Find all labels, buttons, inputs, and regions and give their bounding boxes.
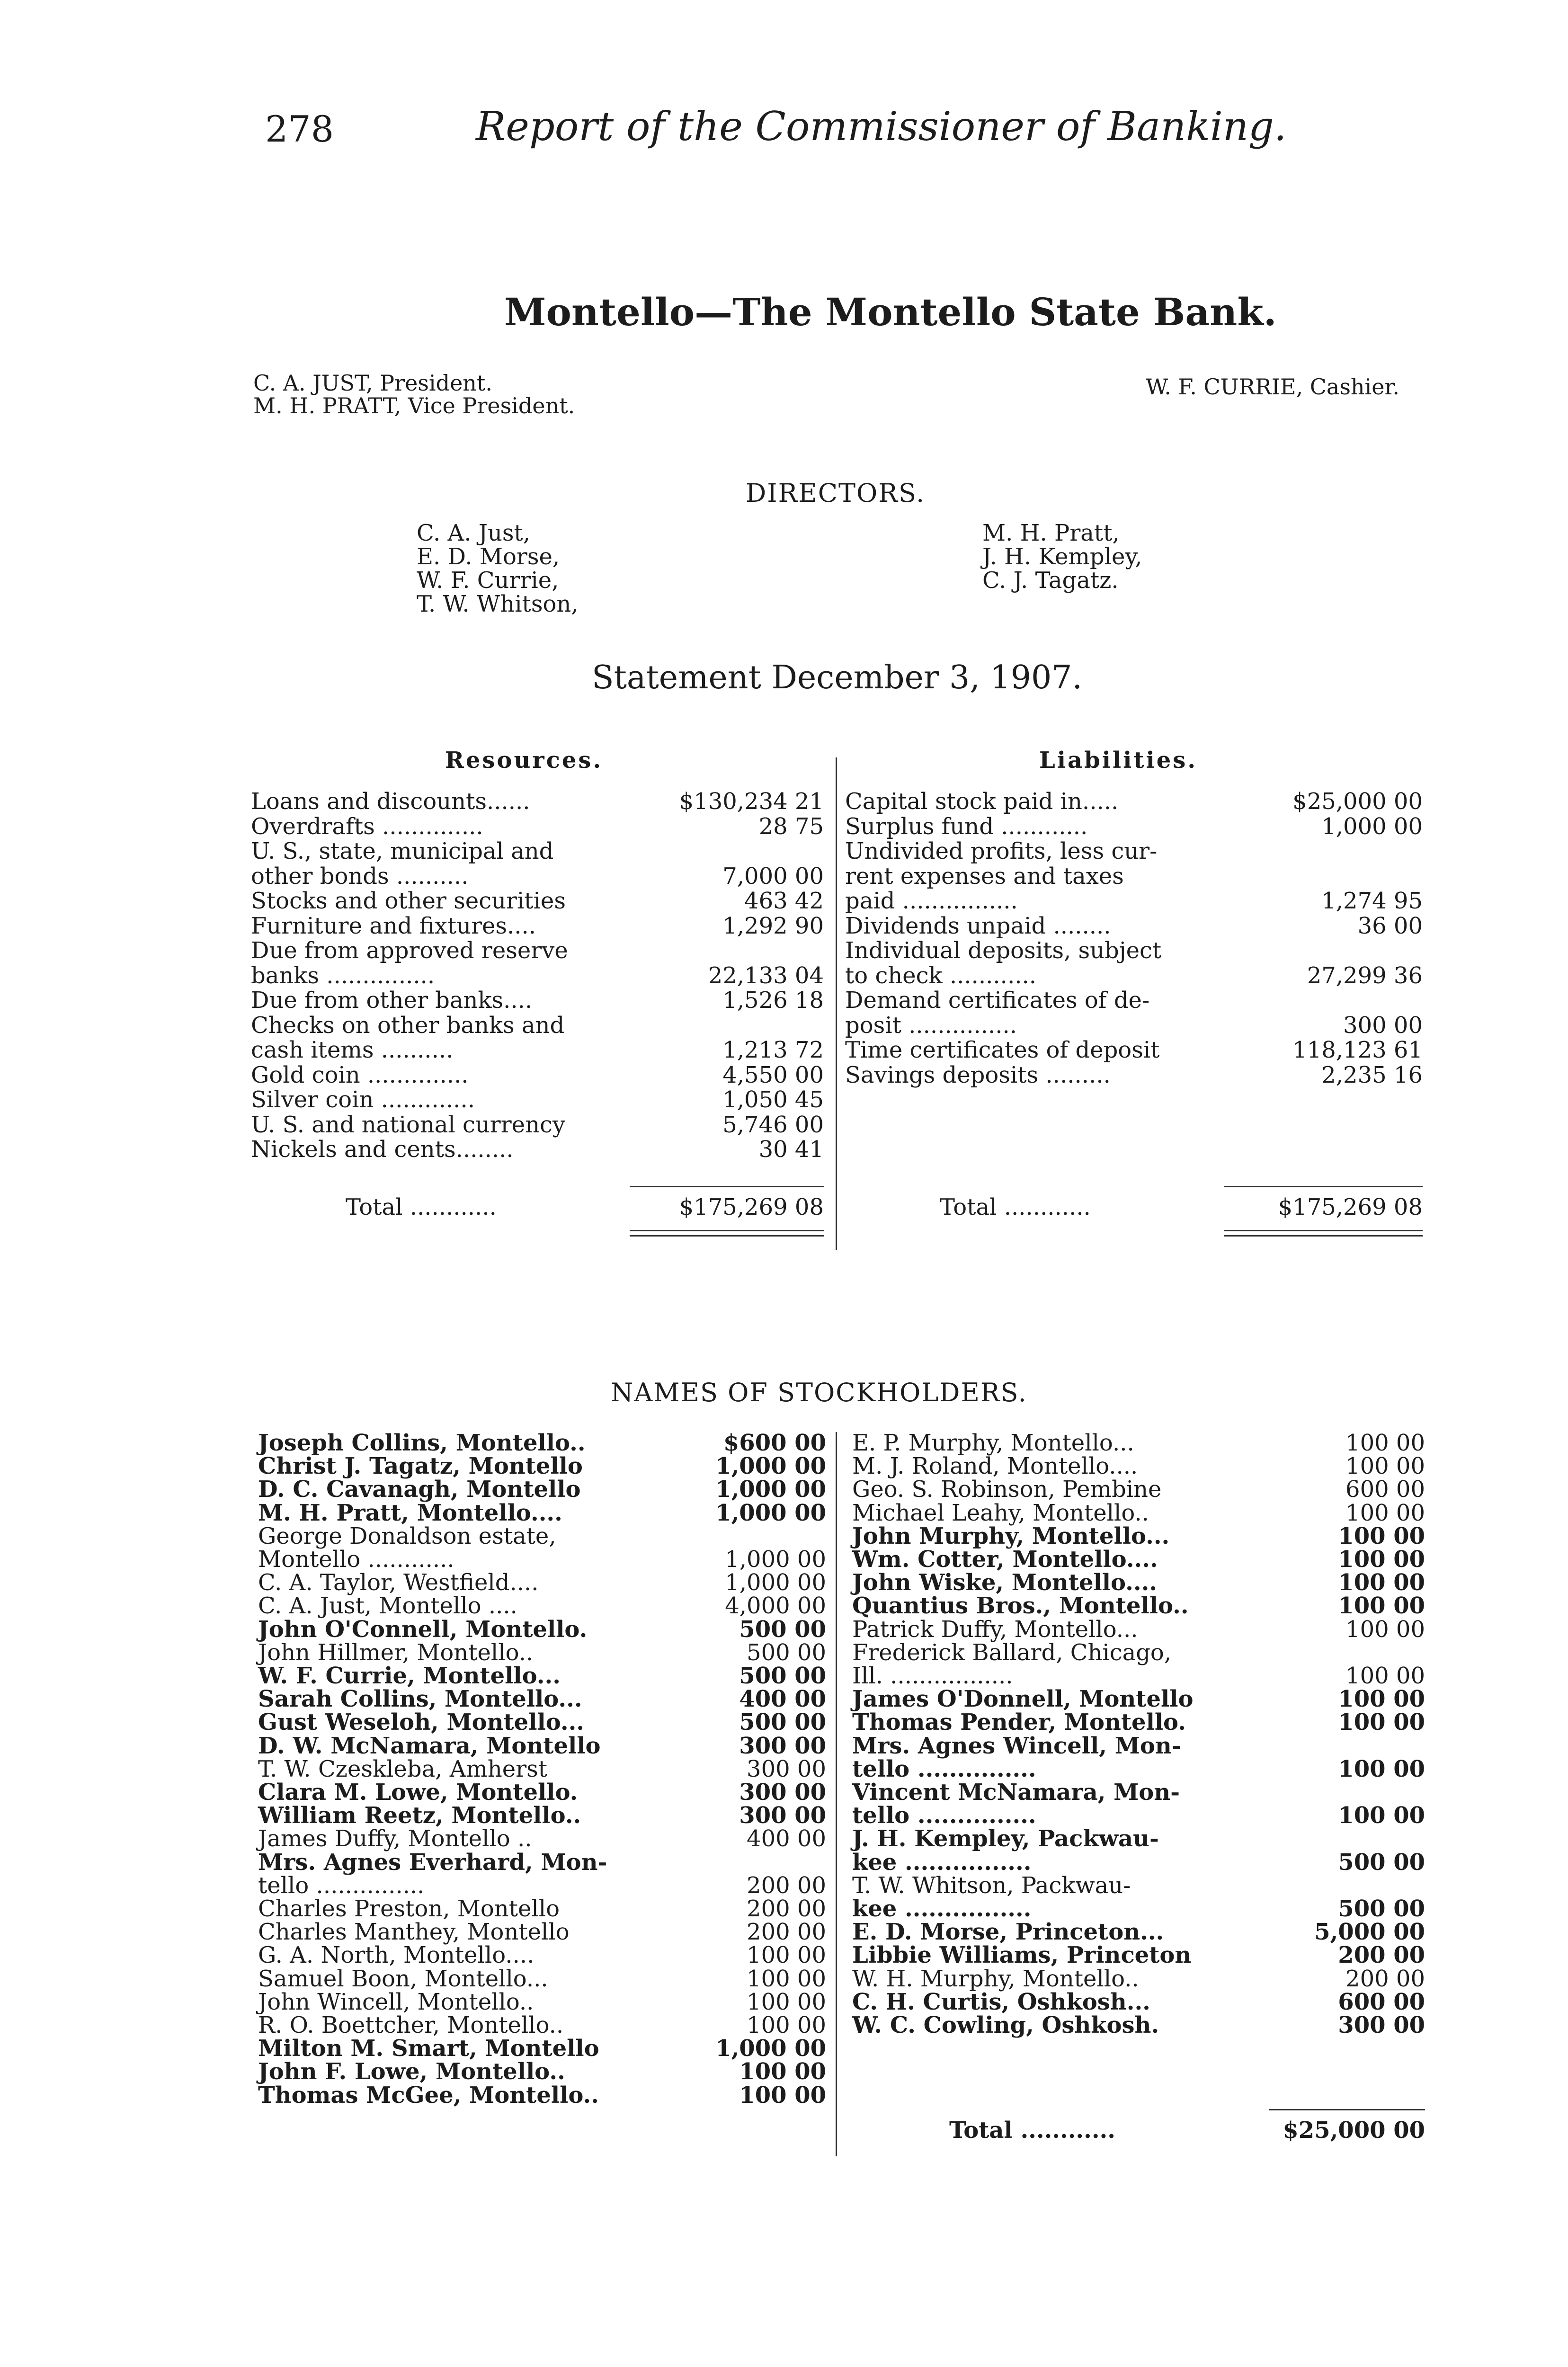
row-label: Charles Manthey, Montello	[258, 1919, 570, 1946]
table-row	[251, 813, 824, 838]
row-amount: 1,213 72	[722, 1037, 824, 1063]
table-row	[852, 1453, 1425, 1480]
table-row	[258, 1523, 826, 1548]
total-amount: $25,000 00	[1283, 2117, 1425, 2144]
row-label: Frederick Ballard, Chicago,	[852, 1639, 1172, 1666]
row-amount: 1,000 00	[1321, 813, 1423, 840]
table-row	[852, 1523, 1425, 1548]
table-row	[845, 888, 1423, 912]
row-label: Joseph Collins, Montello..	[258, 1430, 586, 1456]
row-amount: 1,274 95	[1321, 888, 1423, 914]
row-amount: 1,000 00	[725, 1569, 826, 1596]
row-label: John O'Connell, Montello.	[258, 1616, 588, 1643]
table-row	[251, 863, 824, 888]
row-label: cash items ..........	[251, 1037, 454, 1063]
table-row	[258, 1686, 826, 1713]
double-rule	[630, 1230, 824, 1237]
row-amount: 100 00	[747, 1988, 826, 2015]
table-row	[852, 1616, 1425, 1641]
row-amount: 118,123 61	[1292, 1037, 1423, 1063]
row-label: C. A. Just, Montello ....	[258, 1593, 517, 1620]
table-row	[258, 1779, 826, 1804]
table-row	[251, 1136, 824, 1161]
row-amount: 100 00	[1345, 1663, 1425, 1689]
table-row	[845, 788, 1423, 813]
table-row	[852, 1942, 1425, 1967]
table-row	[845, 863, 1423, 888]
row-label: Samuel Boon, Montello...	[258, 1965, 548, 1992]
row-amount: 1,526 18	[722, 987, 824, 1014]
director: C. J. Tagatz.	[982, 567, 1119, 594]
table-row	[258, 1500, 826, 1524]
row-label: Christ J. Tagatz, Montello	[258, 1453, 583, 1480]
row-amount: 100 00	[1338, 1522, 1425, 1549]
row-amount: 4,000 00	[725, 1593, 826, 1620]
row-amount: 500 00	[1338, 1849, 1425, 1876]
table-row	[845, 913, 1423, 937]
table-row	[852, 1500, 1425, 1524]
table-row	[258, 1872, 826, 1897]
row-label: Due from other banks....	[251, 987, 533, 1014]
table-row	[258, 1616, 826, 1641]
table-row	[845, 962, 1423, 987]
table-row	[852, 1709, 1425, 1734]
director: W. F. Currie,	[417, 567, 559, 594]
row-amount: 300 00	[1343, 1012, 1423, 1039]
table-row	[258, 1989, 826, 2013]
row-amount: 100 00	[1338, 1709, 1425, 1736]
row-label: Vincent McNamara, Mon-	[852, 1779, 1180, 1806]
row-amount: 300 00	[747, 1755, 826, 1782]
row-label: kee ................	[852, 1895, 1032, 1922]
table-row	[251, 913, 824, 937]
table-row	[845, 1012, 1423, 1037]
table-row	[852, 1476, 1425, 1501]
row-amount: 5,000 00	[1314, 1919, 1425, 1946]
liabilities-total-row	[940, 1194, 1423, 1219]
row-label: Montello ............	[258, 1546, 454, 1573]
officer-vice-president: M. H. PRATT, Vice President.	[253, 393, 575, 418]
row-amount: 200 00	[747, 1919, 826, 1946]
table-row	[258, 2058, 826, 2083]
table-row	[251, 937, 824, 962]
running-title: Report of the Commissioner of Banking.	[476, 103, 1287, 150]
row-label: Mrs. Agnes Everhard, Mon-	[258, 1849, 607, 1876]
row-label: C. A. Taylor, Westfield....	[258, 1569, 539, 1596]
table-row	[258, 2082, 826, 2107]
row-label: U. S. and national currency	[251, 1111, 565, 1138]
table-row	[258, 1919, 826, 1946]
row-amount: 400 00	[747, 1825, 826, 1852]
table-row	[852, 1639, 1425, 1664]
row-label: Quantius Bros., Montello..	[852, 1593, 1189, 1620]
row-amount: 300 00	[739, 1779, 826, 1806]
table-row	[852, 2012, 1425, 2037]
resources-heading: Resources.	[445, 747, 603, 774]
table-row	[251, 1062, 824, 1086]
row-label: Wm. Cotter, Montello....	[852, 1546, 1158, 1573]
row-amount: 100 00	[1345, 1499, 1425, 1526]
liabilities-heading: Liabilities.	[1039, 747, 1198, 774]
row-amount: 100 00	[739, 2082, 826, 2109]
row-label: Libbie Williams, Princeton	[852, 1942, 1192, 1969]
row-amount: 100 00	[739, 2058, 826, 2085]
table-row	[251, 838, 824, 863]
table-row	[258, 1802, 826, 1827]
row-amount: 1,050 45	[722, 1086, 824, 1113]
row-label: tello ...............	[852, 1755, 1036, 1782]
row-label: E. D. Morse, Princeton...	[852, 1919, 1164, 1946]
row-label: J. H. Kempley, Packwau-	[852, 1825, 1159, 1852]
table-row	[852, 1546, 1425, 1571]
row-label: Charles Preston, Montello	[258, 1895, 560, 1922]
table-row	[251, 987, 824, 1012]
row-label: T. W. Whitson, Packwau-	[852, 1872, 1131, 1899]
table-row	[258, 1593, 826, 1620]
row-amount: 100 00	[1345, 1616, 1425, 1643]
bank-title: Montello—The Montello State Bank.	[504, 290, 1277, 334]
table-row	[852, 1569, 1425, 1594]
table-row	[845, 1062, 1423, 1086]
row-label: Loans and discounts......	[251, 788, 530, 815]
table-row	[852, 1779, 1425, 1804]
row-label: W. F. Currie, Montello...	[258, 1663, 561, 1689]
table-row	[251, 1112, 824, 1136]
row-label: R. O. Boettcher, Montello..	[258, 2012, 564, 2038]
row-amount: 100 00	[1338, 1755, 1425, 1782]
row-label: tello ...............	[852, 1802, 1036, 1829]
row-amount: 2,235 16	[1321, 1061, 1423, 1088]
row-amount: 27,299 36	[1307, 962, 1423, 989]
row-label: Due from approved reserve	[251, 937, 568, 964]
row-label: John Wiske, Montello....	[852, 1569, 1158, 1596]
director: M. H. Pratt,	[982, 520, 1120, 546]
row-label: John Hillmer, Montello..	[258, 1639, 534, 1666]
row-label: Checks on other banks and	[251, 1012, 565, 1039]
row-label: rent expenses and taxes	[845, 863, 1124, 890]
table-row	[852, 1872, 1425, 1897]
director: J. H. Kempley,	[982, 543, 1142, 570]
total-rule	[1224, 1186, 1423, 1187]
row-amount: 100 00	[1338, 1802, 1425, 1829]
table-row	[258, 1942, 826, 1967]
row-label: posit ...............	[845, 1012, 1017, 1039]
table-row	[258, 1430, 826, 1454]
row-label: G. A. North, Montello....	[258, 1942, 535, 1969]
table-row	[251, 1086, 824, 1111]
table-row	[258, 1639, 826, 1664]
table-row	[852, 1919, 1425, 1946]
table-row	[258, 1966, 826, 1990]
row-amount: 1,292 90	[722, 912, 824, 939]
table-row	[258, 2012, 826, 2037]
row-amount: 200 00	[747, 1895, 826, 1922]
row-label: banks ...............	[251, 962, 435, 989]
table-row	[852, 1756, 1425, 1780]
table-row	[251, 888, 824, 912]
row-amount: 100 00	[1338, 1546, 1425, 1573]
table-row	[852, 1966, 1425, 1990]
row-label: Ill. .................	[852, 1663, 1013, 1689]
row-amount: 100 00	[1338, 1686, 1425, 1713]
row-label: E. P. Murphy, Montello...	[852, 1430, 1134, 1456]
table-row	[852, 1989, 1425, 2013]
row-label: George Donaldson estate,	[258, 1522, 556, 1549]
row-label: C. H. Curtis, Oshkosh...	[852, 1988, 1150, 2015]
row-label: Capital stock paid in.....	[845, 788, 1119, 815]
row-amount: 400 00	[739, 1686, 826, 1713]
table-row	[852, 1733, 1425, 1757]
row-label: Geo. S. Robinson, Pembine	[852, 1476, 1162, 1503]
total-label: Total ............	[949, 2117, 1115, 2144]
officer-president: C. A. JUST, President.	[253, 370, 493, 396]
row-amount: 100 00	[747, 1942, 826, 1969]
row-amount: 100 00	[747, 2012, 826, 2038]
table-row	[258, 1476, 826, 1501]
row-amount: 30 41	[758, 1136, 824, 1163]
row-label: M. H. Pratt, Montello....	[258, 1499, 562, 1526]
row-amount: 500 00	[739, 1616, 826, 1643]
row-label: W. C. Cowling, Oshkosh.	[852, 2012, 1159, 2038]
row-amount: 1,000 00	[715, 1476, 826, 1503]
row-label: U. S., state, municipal and	[251, 838, 554, 864]
row-label: John F. Lowe, Montello..	[258, 2058, 565, 2085]
table-row	[852, 1825, 1425, 1850]
row-label: Individual deposits, subject	[845, 937, 1162, 964]
row-amount: 100 00	[747, 1965, 826, 1992]
row-label: John Wincell, Montello..	[258, 1988, 534, 2015]
row-amount: 600 00	[1338, 1988, 1425, 2015]
row-amount: 100 00	[1345, 1453, 1425, 1480]
row-amount: 600 00	[1345, 1476, 1425, 1503]
row-amount: 5,746 00	[722, 1111, 824, 1138]
stockholders-heading: NAMES OF STOCKHOLDERS.	[611, 1378, 1027, 1407]
row-label: Mrs. Agnes Wincell, Mon-	[852, 1732, 1181, 1759]
row-amount: 36 00	[1357, 912, 1423, 939]
row-label: Clara M. Lowe, Montello.	[258, 1779, 578, 1806]
statement-date: Statement December 3, 1907.	[592, 659, 1083, 696]
total-label: Total ............	[940, 1194, 1091, 1220]
row-label: Thomas McGee, Montello..	[258, 2082, 599, 2109]
total-rule	[1269, 2109, 1425, 2110]
officer-cashier: W. F. CURRIE, Cashier.	[1146, 374, 1400, 400]
row-label: James Duffy, Montello ..	[258, 1825, 532, 1852]
table-row	[258, 1546, 826, 1571]
table-row	[251, 788, 824, 813]
row-amount: $130,234 21	[679, 788, 824, 815]
row-label: Surplus fund ............	[845, 813, 1088, 840]
row-label: Sarah Collins, Montello...	[258, 1686, 582, 1713]
total-rule	[630, 1186, 824, 1187]
total-amount: $175,269 08	[1278, 1194, 1423, 1220]
row-label: tello ...............	[258, 1872, 425, 1899]
row-amount: 500 00	[739, 1663, 826, 1689]
row-label: to check ............	[845, 962, 1036, 989]
row-amount: 300 00	[1338, 2012, 1425, 2038]
row-amount: $600 00	[723, 1430, 826, 1456]
table-row	[852, 1895, 1425, 1920]
table-row	[852, 1802, 1425, 1827]
row-label: Gust Weseloh, Montello...	[258, 1709, 584, 1736]
total-label: Total ............	[346, 1194, 497, 1220]
row-label: D. C. Cavanagh, Montello	[258, 1476, 581, 1503]
table-row	[258, 1453, 826, 1480]
row-label: M. J. Roland, Montello....	[852, 1453, 1138, 1480]
row-amount: 1,000 00	[725, 1546, 826, 1573]
row-amount: 1,000 00	[715, 1453, 826, 1480]
row-amount: 1,000 00	[715, 1499, 826, 1526]
table-row	[258, 1733, 826, 1757]
table-row	[845, 987, 1423, 1012]
row-amount: 7,000 00	[722, 863, 824, 890]
row-label: Milton M. Smart, Montello	[258, 2035, 599, 2062]
directors-heading: DIRECTORS.	[746, 478, 926, 508]
table-row	[258, 1825, 826, 1850]
table-row	[845, 838, 1423, 863]
row-label: John Murphy, Montello...	[852, 1522, 1170, 1549]
row-amount: 200 00	[747, 1872, 826, 1899]
row-label: Gold coin ..............	[251, 1061, 469, 1088]
double-rule	[1224, 1230, 1423, 1237]
row-amount: 200 00	[1345, 1965, 1425, 1992]
row-amount: 500 00	[747, 1639, 826, 1666]
director: E. D. Morse,	[417, 543, 560, 570]
row-label: Thomas Pender, Montello.	[852, 1709, 1186, 1736]
table-row	[258, 1663, 826, 1687]
row-label: kee ................	[852, 1849, 1032, 1876]
row-amount: 4,550 00	[722, 1061, 824, 1088]
row-label: Furniture and fixtures....	[251, 912, 536, 939]
row-amount: 500 00	[739, 1709, 826, 1736]
row-label: paid ................	[845, 888, 1018, 914]
row-label: William Reetz, Montello..	[258, 1802, 581, 1829]
row-amount: 500 00	[1338, 1895, 1425, 1922]
table-row	[251, 962, 824, 987]
column-divider	[836, 757, 837, 1250]
director: T. W. Whitson,	[417, 591, 579, 617]
table-row	[845, 1037, 1423, 1061]
table-row	[258, 1849, 826, 1874]
row-label: Overdrafts ..............	[251, 813, 483, 840]
row-label: Nickels and cents........	[251, 1136, 514, 1163]
stockholders-total-row	[944, 2117, 1425, 2142]
row-amount: 300 00	[739, 1802, 826, 1829]
table-row	[258, 1895, 826, 1920]
table-row	[251, 1012, 824, 1037]
table-row	[258, 1709, 826, 1734]
table-row	[251, 1037, 824, 1061]
column-divider	[836, 1432, 837, 2156]
row-label: D. W. McNamara, Montello	[258, 1732, 601, 1759]
row-label: Silver coin .............	[251, 1086, 475, 1113]
row-amount: 22,133 04	[708, 962, 824, 989]
row-amount: 463 42	[744, 888, 824, 914]
director: C. A. Just,	[417, 520, 531, 546]
table-row	[852, 1593, 1425, 1620]
row-label: Savings deposits .........	[845, 1061, 1111, 1088]
row-amount: 100 00	[1345, 1430, 1425, 1456]
row-label: Demand certificates of de-	[845, 987, 1150, 1014]
row-amount: 1,000 00	[715, 2035, 826, 2062]
row-amount: 100 00	[1338, 1593, 1425, 1620]
row-label: James O'Donnell, Montello	[852, 1686, 1194, 1713]
table-row	[845, 813, 1423, 838]
table-row	[852, 1430, 1425, 1454]
table-row	[258, 2035, 826, 2060]
table-row	[852, 1849, 1425, 1874]
row-amount: 300 00	[739, 1732, 826, 1759]
row-label: Dividends unpaid ........	[845, 912, 1111, 939]
row-label: other bonds ..........	[251, 863, 469, 890]
row-amount: 28 75	[758, 813, 824, 840]
row-label: W. H. Murphy, Montello..	[852, 1965, 1139, 1992]
table-row	[852, 1686, 1425, 1713]
resources-total-row	[346, 1194, 824, 1219]
row-label: Patrick Duffy, Montello...	[852, 1616, 1138, 1643]
table-row	[852, 1663, 1425, 1687]
row-label: Stocks and other securities	[251, 888, 566, 914]
table-row	[258, 1756, 826, 1780]
row-label: Michael Leahy, Montello..	[852, 1499, 1149, 1526]
row-amount: 100 00	[1338, 1569, 1425, 1596]
row-label: T. W. Czeskleba, Amherst	[258, 1755, 548, 1782]
row-amount: 200 00	[1338, 1942, 1425, 1969]
table-row	[258, 1569, 826, 1594]
row-label: Undivided profits, less cur-	[845, 838, 1158, 864]
row-amount: $25,000 00	[1292, 788, 1423, 815]
row-label: Time certificates of deposit	[845, 1037, 1160, 1063]
total-amount: $175,269 08	[679, 1194, 824, 1220]
page-number: 278	[265, 108, 334, 150]
table-row	[845, 937, 1423, 962]
